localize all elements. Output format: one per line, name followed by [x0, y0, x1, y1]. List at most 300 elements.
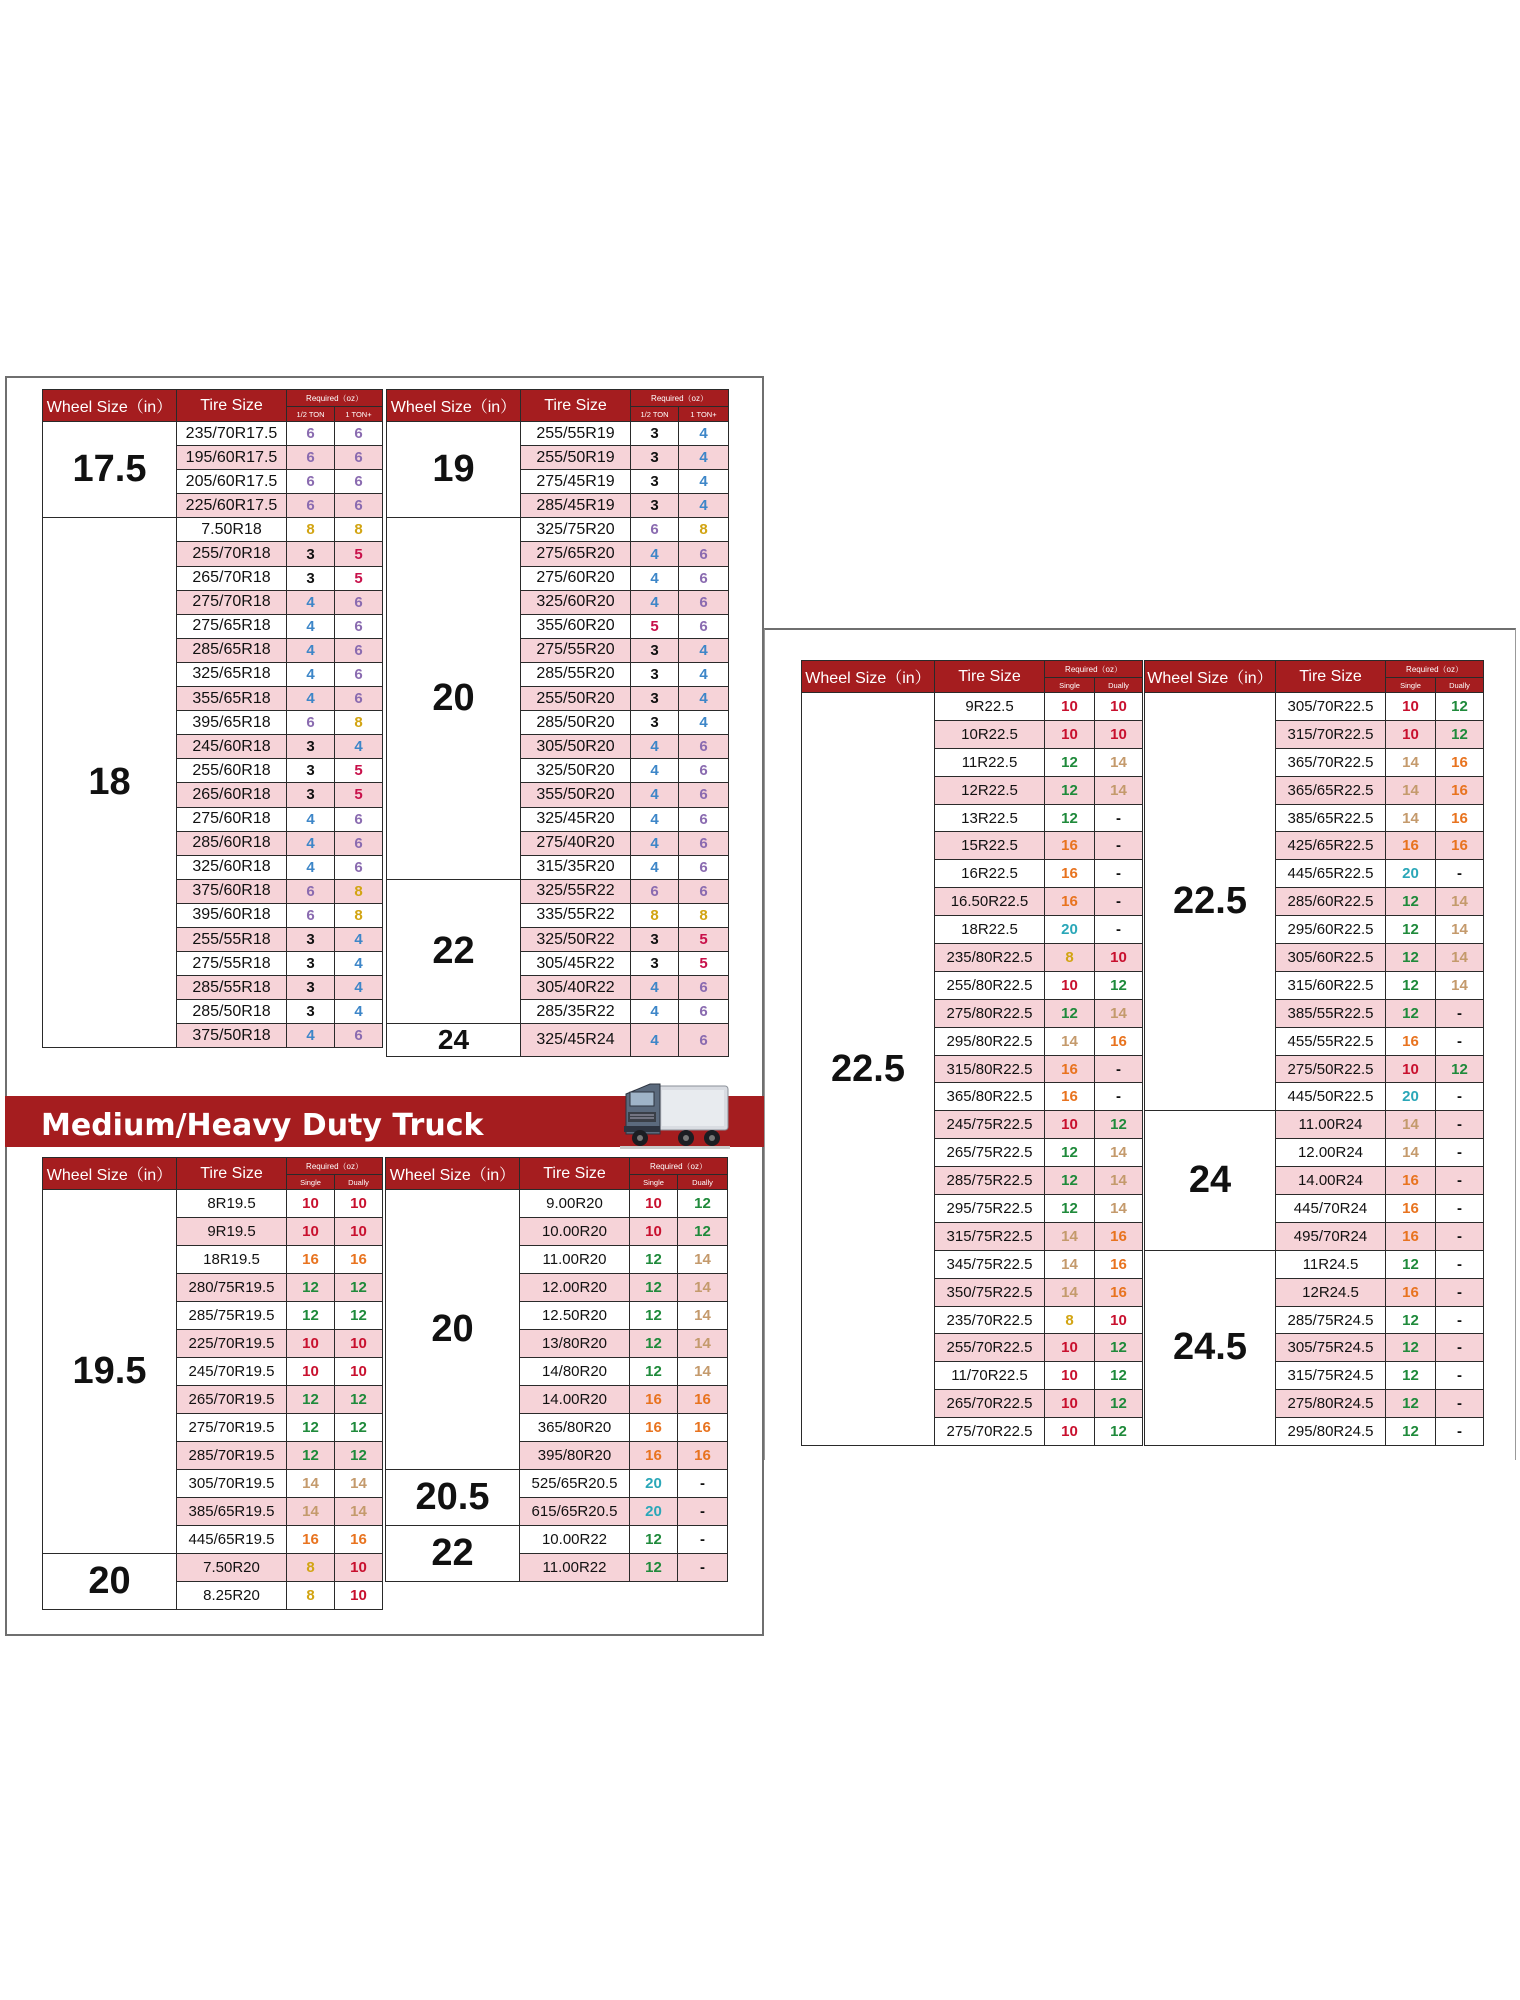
tire-size-cell: 245/70R19.5 — [177, 1358, 287, 1386]
required-oz-cell: 4 — [287, 687, 335, 711]
tire-size-cell: 275/55R20 — [521, 638, 631, 662]
tire-size-cell: 315/60R22.5 — [1276, 971, 1386, 999]
required-oz-cell: 6 — [335, 638, 383, 662]
required-oz-cell: 4 — [287, 855, 335, 879]
wheel-size-header: Wheel Size（in） — [1145, 661, 1276, 693]
dually-header: Dually — [335, 1175, 383, 1190]
tire-size-cell: 255/70R22.5 — [935, 1334, 1045, 1362]
required-oz-cell: 5 — [335, 783, 383, 807]
required-oz-cell: 6 — [335, 831, 383, 855]
tire-size-cell: 285/75R22.5 — [935, 1167, 1045, 1195]
required-oz-cell: 6 — [679, 976, 729, 1000]
required-oz-cell: 5 — [335, 542, 383, 566]
required-oz-cell: 8 — [631, 903, 679, 927]
tire-size-cell: 205/60R17.5 — [177, 470, 287, 494]
wheel-size-cell: 22.5 — [1145, 693, 1276, 1111]
required-oz-cell: 14 — [1095, 776, 1143, 804]
required-oz-cell: 12 — [1436, 1055, 1484, 1083]
tire-size-cell: 255/50R19 — [521, 446, 631, 470]
required-oz-cell: 4 — [679, 711, 729, 735]
required-oz-cell: 6 — [287, 470, 335, 494]
tire-size-cell: 7.50R20 — [177, 1554, 287, 1582]
required-oz-cell: 12 — [1386, 1362, 1436, 1390]
tire-size-cell: 275/70R19.5 — [177, 1414, 287, 1442]
wheel-size-header: Wheel Size（in） — [43, 1158, 177, 1190]
required-oz-cell: 3 — [287, 976, 335, 1000]
required-oz-cell: 14 — [678, 1246, 728, 1274]
tire-size-cell: 455/55R22.5 — [1276, 1027, 1386, 1055]
required-oz-cell: 12 — [1045, 999, 1095, 1027]
required-oz-cell: 5 — [679, 927, 729, 951]
required-oz-cell: 12 — [1386, 916, 1436, 944]
required-oz-cell: 6 — [679, 855, 729, 879]
required-oz-cell: 4 — [679, 687, 729, 711]
tire-size-cell: 275/55R18 — [177, 952, 287, 976]
table-row — [386, 1190, 728, 1218]
required-oz-cell: 16 — [1436, 748, 1484, 776]
one-ton-header: 1 TON+ — [679, 407, 729, 422]
half-ton-header: 1/2 TON — [287, 407, 335, 422]
required-oz-cell: 12 — [335, 1414, 383, 1442]
required-oz-cell: 3 — [631, 952, 679, 976]
required-oz-cell: 12 — [335, 1302, 383, 1330]
required-oz-cell: 4 — [335, 927, 383, 951]
required-oz-cell: 6 — [335, 662, 383, 686]
wheel-size-cell: 20 — [387, 518, 521, 879]
wheel-size-cell: 19 — [387, 422, 521, 518]
tire-size-header: Tire Size — [521, 390, 631, 422]
required-oz-cell: 10 — [287, 1358, 335, 1386]
required-oz-cell: - — [1436, 1306, 1484, 1334]
required-oz-cell: 14 — [678, 1302, 728, 1330]
tire-size-cell: 305/50R20 — [521, 735, 631, 759]
tire-size-cell: 225/60R17.5 — [177, 494, 287, 518]
required-oz-cell: 4 — [287, 590, 335, 614]
tire-size-cell: 325/50R20 — [521, 759, 631, 783]
required-oz-cell: 20 — [630, 1470, 678, 1498]
required-oz-cell: 14 — [1386, 776, 1436, 804]
required-oz-cell: 14 — [678, 1358, 728, 1386]
required-oz-cell: 3 — [287, 952, 335, 976]
required-oz-cell: 12 — [630, 1274, 678, 1302]
required-oz-cell: 10 — [335, 1554, 383, 1582]
tire-size-cell: 275/60R20 — [521, 566, 631, 590]
required-oz-cell: 12 — [630, 1330, 678, 1358]
required-oz-cell: 8 — [1045, 944, 1095, 972]
table-row — [1145, 1250, 1484, 1278]
tire-size-cell: 265/70R22.5 — [935, 1390, 1045, 1418]
required-oz-cell: 14 — [1095, 1139, 1143, 1167]
required-oz-cell: 6 — [335, 446, 383, 470]
required-oz-cell: 10 — [630, 1190, 678, 1218]
required-oz-cell: 10 — [287, 1330, 335, 1358]
tire-size-cell: 275/60R18 — [177, 807, 287, 831]
tire-size-cell: 385/65R22.5 — [1276, 804, 1386, 832]
required-oz-cell: 4 — [631, 855, 679, 879]
required-oz-cell: 4 — [631, 1024, 679, 1057]
required-header: Required（oz） — [630, 1158, 728, 1175]
required-oz-cell: 10 — [1386, 1055, 1436, 1083]
required-oz-cell: 14 — [1436, 944, 1484, 972]
tire-size-cell: 295/60R22.5 — [1276, 916, 1386, 944]
wheel-size-cell: 22 — [386, 1526, 520, 1582]
required-oz-cell: 16 — [1436, 832, 1484, 860]
tire-size-cell: 9R22.5 — [935, 693, 1045, 721]
required-oz-cell: 4 — [631, 1000, 679, 1024]
required-oz-cell: 4 — [631, 807, 679, 831]
wheel-size-cell: 18 — [43, 518, 177, 1048]
tire-size-cell: 385/55R22.5 — [1276, 999, 1386, 1027]
required-oz-cell: - — [1095, 860, 1143, 888]
required-oz-cell: 10 — [335, 1582, 383, 1610]
wheel-size-cell: 17.5 — [43, 422, 177, 518]
required-oz-cell: 14 — [1095, 1195, 1143, 1223]
required-oz-cell: 20 — [630, 1498, 678, 1526]
required-oz-cell: 14 — [287, 1470, 335, 1498]
tire-size-cell: 325/45R20 — [521, 807, 631, 831]
required-header: Required（oz） — [287, 390, 383, 407]
required-oz-cell: 6 — [679, 831, 729, 855]
required-oz-cell: 14 — [1045, 1027, 1095, 1055]
required-oz-cell: 12 — [1045, 1195, 1095, 1223]
required-oz-cell: - — [678, 1470, 728, 1498]
required-oz-cell: - — [1436, 1362, 1484, 1390]
required-oz-cell: 6 — [679, 1000, 729, 1024]
required-oz-cell: 12 — [287, 1414, 335, 1442]
required-oz-cell: 16 — [678, 1442, 728, 1470]
wheel-size-cell: 20 — [43, 1554, 177, 1610]
required-oz-cell: 12 — [335, 1274, 383, 1302]
required-oz-cell: 8 — [679, 518, 729, 542]
required-oz-cell: 4 — [679, 446, 729, 470]
required-oz-cell: - — [1436, 1390, 1484, 1418]
required-oz-cell: 14 — [1095, 999, 1143, 1027]
required-oz-cell: 14 — [1436, 916, 1484, 944]
required-oz-cell: 16 — [678, 1414, 728, 1442]
required-oz-cell: 16 — [1095, 1278, 1143, 1306]
required-oz-cell: 3 — [287, 566, 335, 590]
single-header: Single — [1386, 678, 1436, 693]
tire-size-cell: 10.00R20 — [520, 1218, 630, 1246]
required-oz-cell: 3 — [631, 470, 679, 494]
tire-size-cell: 255/55R19 — [521, 422, 631, 446]
required-oz-cell: 16 — [1386, 1027, 1436, 1055]
tire-size-cell: 11.00R22 — [520, 1554, 630, 1582]
required-oz-cell: 20 — [1386, 860, 1436, 888]
required-oz-cell: 6 — [679, 1024, 729, 1057]
required-oz-cell: 3 — [631, 638, 679, 662]
table-row — [1145, 1111, 1484, 1139]
tire-size-cell: 18R19.5 — [177, 1246, 287, 1274]
required-oz-cell: 8 — [287, 518, 335, 542]
dually-header: Dually — [1095, 678, 1143, 693]
tire-size-cell: 14.00R20 — [520, 1386, 630, 1414]
table-row — [43, 422, 383, 446]
tire-size-cell: 12R22.5 — [935, 776, 1045, 804]
required-oz-cell: 8 — [679, 903, 729, 927]
table-row — [43, 1554, 383, 1582]
wheel-size-cell: 24 — [1145, 1111, 1276, 1250]
required-oz-cell: 12 — [630, 1554, 678, 1582]
required-oz-cell: 6 — [335, 807, 383, 831]
tire-size-cell: 295/75R22.5 — [935, 1195, 1045, 1223]
required-oz-cell: 6 — [679, 783, 729, 807]
required-oz-cell: 6 — [335, 590, 383, 614]
tire-size-cell: 395/60R18 — [177, 903, 287, 927]
tire-size-cell: 275/65R20 — [521, 542, 631, 566]
heavy-duty-table-left — [42, 1157, 383, 1610]
required-oz-cell: 6 — [335, 687, 383, 711]
wheel-size-header: Wheel Size（in） — [387, 390, 521, 422]
required-oz-cell: 4 — [335, 735, 383, 759]
wheel-size-cell: 24.5 — [1145, 1250, 1276, 1445]
required-oz-cell: 3 — [631, 711, 679, 735]
required-oz-cell: 4 — [335, 976, 383, 1000]
required-oz-cell: 6 — [287, 422, 335, 446]
required-oz-cell: 3 — [287, 1000, 335, 1024]
tire-size-cell: 325/50R22 — [521, 927, 631, 951]
tire-size-cell: 225/70R19.5 — [177, 1330, 287, 1358]
required-oz-cell: 6 — [679, 735, 729, 759]
tire-size-cell: 14.00R24 — [1276, 1167, 1386, 1195]
required-oz-cell: 4 — [335, 952, 383, 976]
required-oz-cell: 12 — [1386, 1418, 1436, 1446]
required-oz-cell: 16 — [1095, 1222, 1143, 1250]
tire-size-cell: 350/75R22.5 — [935, 1278, 1045, 1306]
tire-size-cell: 285/70R19.5 — [177, 1442, 287, 1470]
required-oz-cell: 6 — [631, 518, 679, 542]
required-oz-cell: 3 — [631, 927, 679, 951]
tire-size-cell: 305/70R22.5 — [1276, 693, 1386, 721]
table-row — [386, 1470, 728, 1498]
required-oz-cell: 16 — [335, 1246, 383, 1274]
required-oz-cell: - — [678, 1554, 728, 1582]
required-oz-cell: 12 — [1045, 776, 1095, 804]
tire-size-cell: 315/70R22.5 — [1276, 720, 1386, 748]
tire-size-cell: 355/50R20 — [521, 783, 631, 807]
tire-size-cell: 9.00R20 — [520, 1190, 630, 1218]
required-oz-cell: 10 — [1386, 693, 1436, 721]
tire-size-cell: 325/60R20 — [521, 590, 631, 614]
required-oz-cell: 16 — [1045, 832, 1095, 860]
tire-size-cell: 16R22.5 — [935, 860, 1045, 888]
tire-size-cell: 265/75R22.5 — [935, 1139, 1045, 1167]
required-oz-cell: 12 — [678, 1218, 728, 1246]
required-oz-cell: - — [1095, 916, 1143, 944]
tire-size-cell: 12R24.5 — [1276, 1278, 1386, 1306]
required-oz-cell: - — [1436, 1334, 1484, 1362]
required-oz-cell: 4 — [679, 470, 729, 494]
required-oz-cell: 16 — [1045, 1055, 1095, 1083]
required-oz-cell: - — [1436, 1195, 1484, 1223]
tire-size-cell: 305/60R22.5 — [1276, 944, 1386, 972]
tire-size-cell: 345/75R22.5 — [935, 1250, 1045, 1278]
required-oz-cell: 6 — [335, 422, 383, 446]
required-oz-cell: 16 — [1386, 1222, 1436, 1250]
required-oz-cell: 16 — [1386, 1167, 1436, 1195]
required-oz-cell: 10 — [1095, 720, 1143, 748]
required-oz-cell: 6 — [679, 879, 729, 903]
required-oz-cell: 12 — [1386, 888, 1436, 916]
required-oz-cell: - — [1436, 1418, 1484, 1446]
tire-size-cell: 325/65R18 — [177, 662, 287, 686]
required-oz-cell: 6 — [335, 614, 383, 638]
tire-size-cell: 11R22.5 — [935, 748, 1045, 776]
required-oz-cell: 12 — [1095, 1111, 1143, 1139]
required-oz-cell: 8 — [287, 1582, 335, 1610]
tire-size-cell: 235/70R22.5 — [935, 1306, 1045, 1334]
required-oz-cell: 10 — [1045, 1362, 1095, 1390]
required-oz-cell: 5 — [631, 614, 679, 638]
required-oz-cell: - — [1436, 1222, 1484, 1250]
wheel-size-header: Wheel Size（in） — [43, 390, 177, 422]
wheel-size-cell: 20 — [386, 1190, 520, 1470]
tire-size-cell: 9R19.5 — [177, 1218, 287, 1246]
tire-size-cell: 365/65R22.5 — [1276, 776, 1386, 804]
tire-size-cell: 11/70R22.5 — [935, 1362, 1045, 1390]
required-oz-cell: 3 — [631, 422, 679, 446]
required-oz-cell: 3 — [287, 759, 335, 783]
heavy-duty-table-2-left — [801, 660, 1143, 1446]
tire-size-cell: 445/65R22.5 — [1276, 860, 1386, 888]
tire-size-cell: 315/35R20 — [521, 855, 631, 879]
required-header: Required（oz） — [1045, 661, 1143, 678]
required-oz-cell: 10 — [1095, 944, 1143, 972]
table-row — [387, 879, 729, 903]
required-oz-cell: 14 — [1436, 888, 1484, 916]
required-oz-cell: 4 — [631, 566, 679, 590]
required-oz-cell: 12 — [1386, 1334, 1436, 1362]
required-oz-cell: 16 — [287, 1526, 335, 1554]
required-oz-cell: 6 — [631, 879, 679, 903]
required-oz-cell: 12 — [287, 1274, 335, 1302]
required-oz-cell: 4 — [679, 638, 729, 662]
required-oz-cell: 10 — [1045, 1390, 1095, 1418]
header-row — [43, 1158, 383, 1175]
required-oz-cell: 12 — [678, 1190, 728, 1218]
required-oz-cell: 20 — [1386, 1083, 1436, 1111]
required-oz-cell: 4 — [287, 638, 335, 662]
tire-size-header: Tire Size — [177, 1158, 287, 1190]
tire-size-cell: 285/50R18 — [177, 1000, 287, 1024]
required-oz-cell: 14 — [678, 1274, 728, 1302]
header-row — [43, 390, 383, 407]
tire-size-cell: 285/75R24.5 — [1276, 1306, 1386, 1334]
tire-size-cell: 335/55R22 — [521, 903, 631, 927]
required-oz-cell: 8 — [335, 711, 383, 735]
tire-size-cell: 10R22.5 — [935, 720, 1045, 748]
single-header: Single — [630, 1175, 678, 1190]
required-oz-cell: - — [1095, 1083, 1143, 1111]
tire-size-cell: 325/45R24 — [521, 1024, 631, 1057]
tire-size-cell: 285/55R18 — [177, 976, 287, 1000]
light-duty-table-left — [42, 389, 383, 1048]
tire-size-cell: 275/50R22.5 — [1276, 1055, 1386, 1083]
required-oz-cell: 16 — [1386, 1195, 1436, 1223]
required-oz-cell: 16 — [1045, 888, 1095, 916]
required-oz-cell: 10 — [1095, 1306, 1143, 1334]
tire-size-cell: 18R22.5 — [935, 916, 1045, 944]
table-row — [387, 518, 729, 542]
required-oz-cell: 12 — [1045, 748, 1095, 776]
required-oz-cell: 16 — [630, 1414, 678, 1442]
required-oz-cell: 12 — [1386, 1306, 1436, 1334]
tire-size-cell: 12.00R20 — [520, 1274, 630, 1302]
tire-size-cell: 295/80R22.5 — [935, 1027, 1045, 1055]
required-oz-cell: 16 — [1045, 1083, 1095, 1111]
required-oz-cell: 16 — [1436, 776, 1484, 804]
required-oz-cell: 10 — [1045, 971, 1095, 999]
required-oz-cell: 4 — [287, 831, 335, 855]
required-oz-cell: 14 — [1045, 1250, 1095, 1278]
required-oz-cell: 14 — [1095, 748, 1143, 776]
required-oz-cell: 14 — [1095, 1167, 1143, 1195]
required-oz-cell: 14 — [678, 1330, 728, 1358]
required-oz-cell: 6 — [335, 855, 383, 879]
wheel-size-header: Wheel Size（in） — [386, 1158, 520, 1190]
required-oz-cell: 14 — [1436, 971, 1484, 999]
tire-size-cell: 285/60R18 — [177, 831, 287, 855]
required-oz-cell: 4 — [631, 783, 679, 807]
tire-size-cell: 265/60R18 — [177, 783, 287, 807]
tire-size-cell: 15R22.5 — [935, 832, 1045, 860]
required-oz-cell: 14 — [1386, 748, 1436, 776]
half-ton-header: 1/2 TON — [631, 407, 679, 422]
wheel-size-cell: 19.5 — [43, 1190, 177, 1554]
tire-size-header: Tire Size — [1276, 661, 1386, 693]
tire-size-cell: 445/70R24 — [1276, 1195, 1386, 1223]
required-oz-cell: 12 — [335, 1442, 383, 1470]
required-oz-cell: 6 — [287, 494, 335, 518]
tire-size-cell: 375/50R18 — [177, 1024, 287, 1048]
header-row — [1145, 661, 1484, 678]
tire-size-header: Tire Size — [520, 1158, 630, 1190]
required-oz-cell: 16 — [1095, 1250, 1143, 1278]
dually-header: Dually — [1436, 678, 1484, 693]
required-header: Required（oz） — [631, 390, 729, 407]
required-oz-cell: 6 — [287, 903, 335, 927]
required-oz-cell: 6 — [679, 542, 729, 566]
required-oz-cell: 16 — [335, 1526, 383, 1554]
table-row — [387, 1024, 729, 1057]
tire-size-cell: 255/80R22.5 — [935, 971, 1045, 999]
wheel-size-cell: 24 — [387, 1024, 521, 1057]
required-header: Required（oz） — [287, 1158, 383, 1175]
tire-size-cell: 280/75R19.5 — [177, 1274, 287, 1302]
required-oz-cell: 16 — [1095, 1027, 1143, 1055]
required-oz-cell: 12 — [287, 1302, 335, 1330]
required-oz-cell: 14 — [1045, 1278, 1095, 1306]
required-oz-cell: 6 — [679, 590, 729, 614]
single-header: Single — [1045, 678, 1095, 693]
required-oz-cell: 6 — [679, 807, 729, 831]
required-oz-cell: 16 — [630, 1386, 678, 1414]
tire-size-cell: 295/80R24.5 — [1276, 1418, 1386, 1446]
truck-icon — [620, 1072, 730, 1154]
tire-size-cell: 305/70R19.5 — [177, 1470, 287, 1498]
required-oz-cell: 10 — [1045, 720, 1095, 748]
wheel-size-cell: 22.5 — [802, 693, 935, 1446]
required-oz-cell: 8 — [287, 1554, 335, 1582]
required-oz-cell: 6 — [287, 711, 335, 735]
tire-size-cell: 245/60R18 — [177, 735, 287, 759]
tire-size-cell: 615/65R20.5 — [520, 1498, 630, 1526]
required-oz-cell: 20 — [1045, 916, 1095, 944]
required-oz-cell: - — [1436, 1027, 1484, 1055]
required-oz-cell: 12 — [1095, 1362, 1143, 1390]
required-oz-cell: 16 — [1045, 860, 1095, 888]
required-oz-cell: 16 — [1386, 832, 1436, 860]
